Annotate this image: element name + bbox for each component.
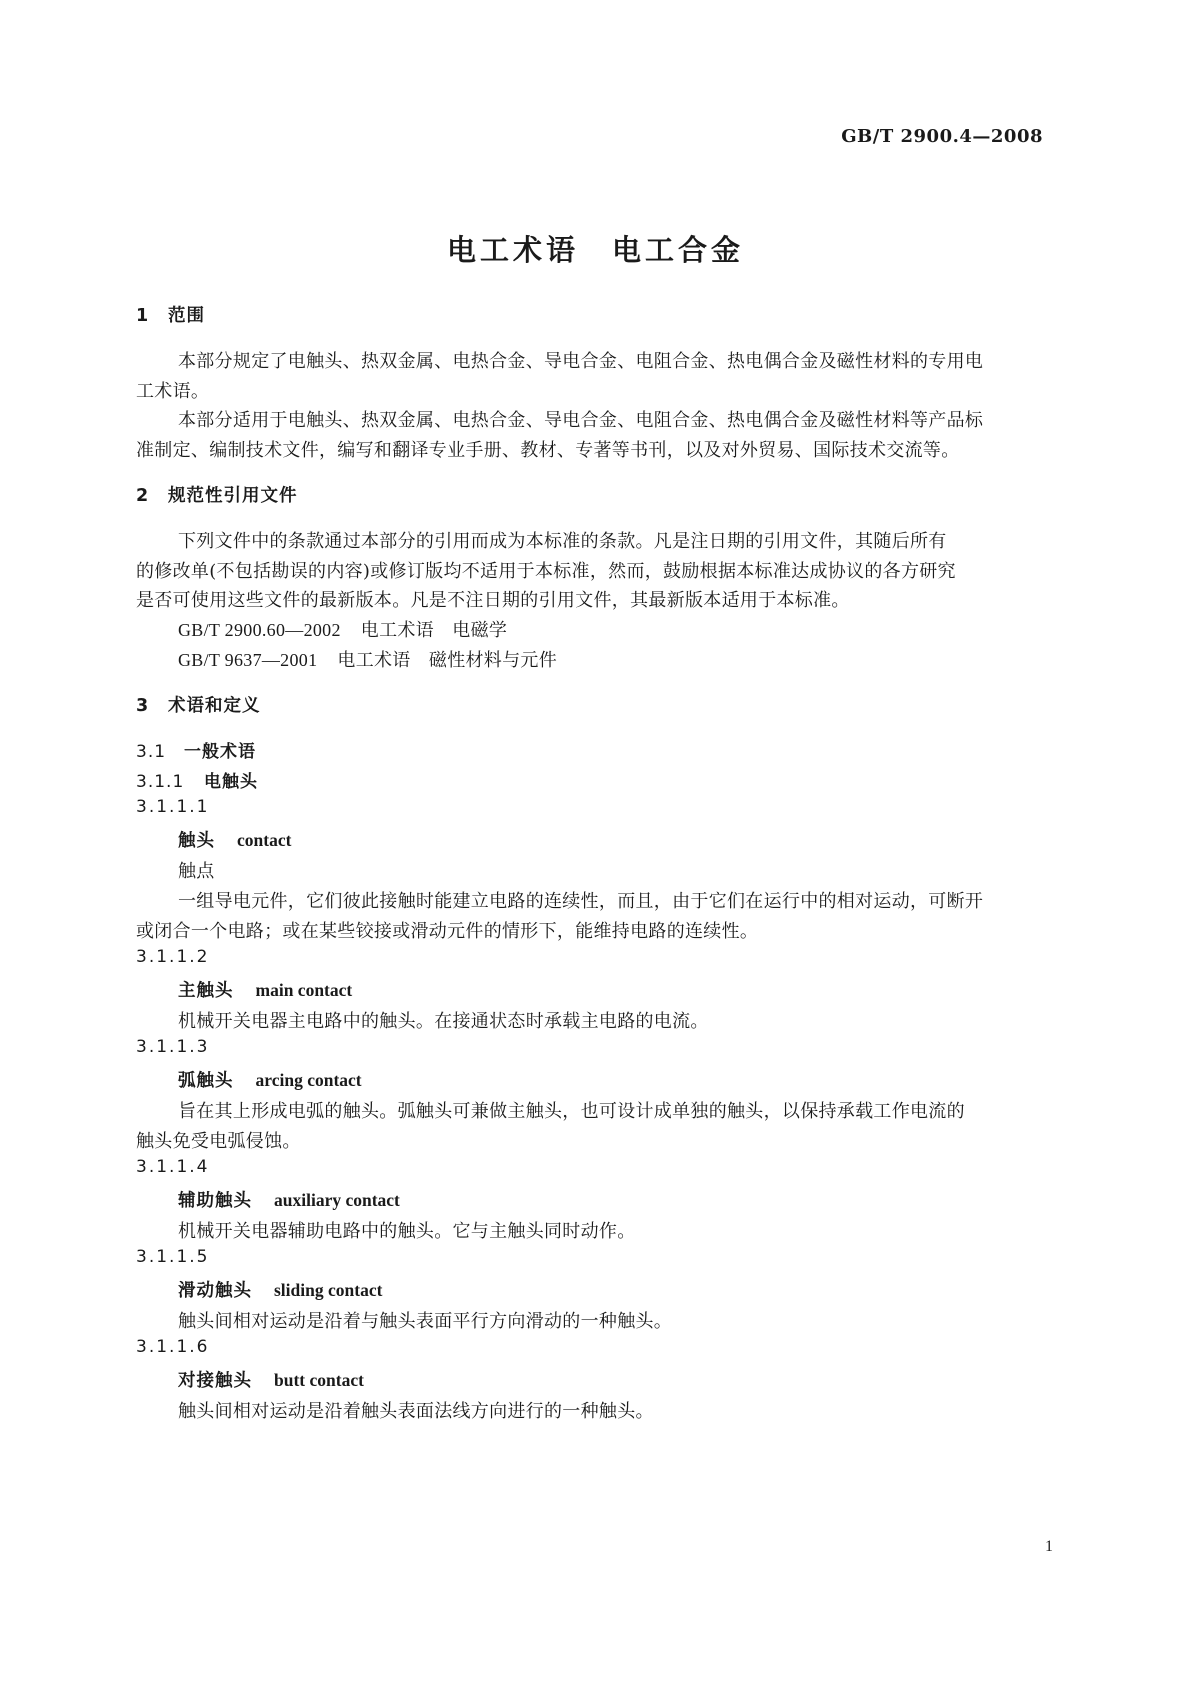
term-en: sliding contact xyxy=(274,1280,383,1300)
page-number: 1 xyxy=(1045,1538,1053,1555)
reference-item xyxy=(178,616,507,642)
term-zh: 触头 xyxy=(178,831,215,851)
section-number: 1 xyxy=(136,306,150,326)
section-number: 2 xyxy=(136,486,150,506)
standard-code: GB/T 2900.4—2008 xyxy=(841,126,1043,147)
section-number: 3 xyxy=(136,696,150,716)
subsection-title: 电触头 xyxy=(204,772,258,792)
term-en: contact xyxy=(237,830,292,850)
section-title: 规范性引用文件 xyxy=(168,486,298,506)
paragraph-line: 的修改单(不包括勘误的内容)或修订版均不适用于本标准，然而，鼓励根据本标准达成协议的各方研究 xyxy=(136,561,956,582)
subsection-3-1-1-heading xyxy=(136,767,258,792)
paragraph-line: 准制定、编制技术文件，编写和翻译专业手册、教材、专著等书刊，以及对外贸易、国际技术交流等。 xyxy=(136,440,960,461)
subsection-number: 3.1.1 xyxy=(136,772,185,792)
term-en: auxiliary contact xyxy=(274,1190,400,1210)
term-zh: 弧触头 xyxy=(178,1071,234,1091)
term-number: 3.1.1.4 xyxy=(136,1157,210,1177)
term-number: 3.1.1.6 xyxy=(136,1337,210,1357)
term-zh: 滑动触头 xyxy=(178,1281,252,1301)
term-number: 3.1.1.3 xyxy=(136,1037,210,1057)
term-definition: 旨在其上形成电弧的触头。弧触头可兼做主触头，也可设计成单独的触头，以保持承载工作电流的 xyxy=(178,1101,965,1122)
term-synonym: 触点 xyxy=(178,861,215,882)
term-name xyxy=(178,1367,364,1392)
section-3-heading xyxy=(136,692,261,717)
term-zh: 主触头 xyxy=(178,981,234,1001)
subsection-title: 一般术语 xyxy=(184,742,256,762)
term-definition: 或闭合一个电路；或在某些铰接或滑动元件的情形下，能维持电路的连续性。 xyxy=(136,921,759,942)
reference-code: GB/T 2900.60—2002 xyxy=(178,620,341,640)
term-definition: 触头免受电弧侵蚀。 xyxy=(136,1131,301,1152)
term-definition: 机械开关电器辅助电路中的触头。它与主触头同时动作。 xyxy=(178,1221,636,1242)
term-name xyxy=(178,1067,362,1092)
term-en: main contact xyxy=(255,980,353,1000)
paragraph-line: 工术语。 xyxy=(136,381,210,402)
section-title: 术语和定义 xyxy=(168,696,261,716)
term-number: 3.1.1.1 xyxy=(136,797,210,817)
term-number: 3.1.1.2 xyxy=(136,947,210,967)
term-name xyxy=(178,1187,400,1212)
term-definition: 触头间相对运动是沿着触头表面法线方向进行的一种触头。 xyxy=(178,1401,654,1422)
subsection-number: 3.1 xyxy=(136,742,167,762)
term-en: butt contact xyxy=(274,1370,364,1390)
paragraph-line: 本部分适用于电触头、热双金属、电热合金、导电合金、电阻合金、热电偶合金及磁性材料等产品标 xyxy=(178,410,984,431)
term-name xyxy=(178,977,352,1002)
term-zh: 对接触头 xyxy=(178,1371,252,1391)
reference-title: 电工术语 电磁学 xyxy=(360,620,508,641)
term-name xyxy=(178,827,291,852)
term-number: 3.1.1.5 xyxy=(136,1247,210,1267)
term-definition: 机械开关电器主电路中的触头。在接通状态时承载主电路的电流。 xyxy=(178,1011,709,1032)
section-2-heading xyxy=(136,482,298,507)
section-1-heading xyxy=(136,302,205,327)
term-zh: 辅助触头 xyxy=(178,1191,252,1211)
section-title: 范围 xyxy=(168,306,205,326)
reference-title: 电工术语 磁性材料与元件 xyxy=(337,650,557,671)
paragraph-line: 是否可使用这些文件的最新版本。凡是不注日期的引用文件，其最新版本适用于本标准。 xyxy=(136,590,850,611)
document-title: 电工术语 电工合金 xyxy=(446,233,744,267)
term-definition: 触头间相对运动是沿着与触头表面平行方向滑动的一种触头。 xyxy=(178,1311,673,1332)
reference-code: GB/T 9637—2001 xyxy=(178,650,318,670)
term-name xyxy=(178,1277,382,1302)
paragraph-line: 下列文件中的条款通过本部分的引用而成为本标准的条款。凡是注日期的引用文件，其随后所有 xyxy=(178,531,947,552)
paragraph-line: 本部分规定了电触头、热双金属、电热合金、导电合金、电阻合金、热电偶合金及磁性材料的专用电 xyxy=(178,351,984,372)
subsection-3-1-heading xyxy=(136,737,256,762)
term-definition: 一组导电元件，它们彼此接触时能建立电路的连续性，而且，由于它们在运行中的相对运动，可断开 xyxy=(178,891,984,912)
term-en: arcing contact xyxy=(255,1070,362,1090)
reference-item xyxy=(178,646,557,672)
